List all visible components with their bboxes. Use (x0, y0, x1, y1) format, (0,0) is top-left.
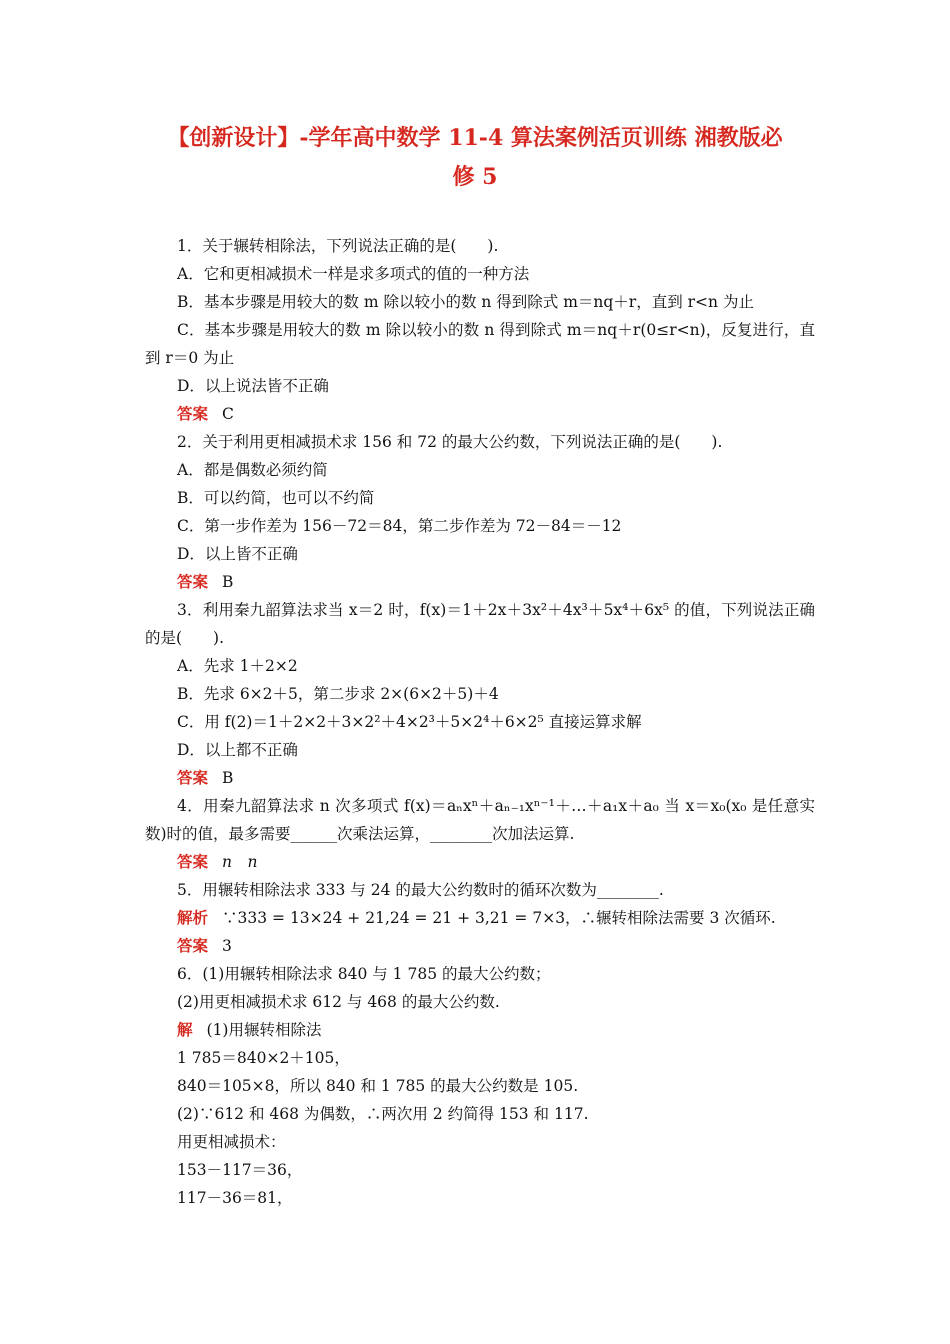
q1-option-d: D．以上说法皆不正确 (177, 377, 329, 395)
document-title-line-1: 【创新设计】-学年高中数学 11-4 算法案例活页训练 湘教版必 (167, 125, 783, 151)
answer-label: 答案 (177, 852, 209, 871)
answer-label: 答案 (177, 936, 209, 955)
q1-answer (145, 400, 815, 428)
q2-stem: 2．关于利用更相减损术求 156 和 72 的最大公约数，下列说法正确的是( ). (177, 433, 723, 451)
q6-solution-line-5: 153－117＝36， (177, 1161, 303, 1179)
answer-label: 答案 (177, 572, 209, 591)
q1-option-c: C．基本步骤是用较大的数 m 除以较小的数 n 得到除式 m＝nq＋r(0≤r<n)，反复进行，直到 r＝0 为止 (145, 321, 815, 367)
q3-option-d: D．以上都不正确 (177, 741, 298, 759)
q1-option-a: A．它和更相减损术一样是求多项式的值的一种方法 (177, 265, 530, 283)
q3-option-b: B．先求 6×2＋5，第二步求 2×(6×2＋5)＋4 (177, 685, 499, 703)
q5-stem: 5．用辗转相除法求 333 与 24 的最大公约数时的循环次数为________. (177, 881, 664, 899)
q2-option-c: C．第一步作差为 156－72＝84，第二步作差为 72－84＝－12 (177, 517, 622, 535)
analysis-label: 解析 (177, 908, 209, 927)
q4-stem: 4．用秦九韶算法求 n 次多项式 f(x)＝aₙxⁿ＋aₙ₋₁xⁿ⁻¹＋…＋a₁x＋a₀ 当 x＝x₀(x₀ 是任意实数)时的值，最多需要______次乘法运算，________次加法运算. (145, 797, 815, 843)
q6-solution-line-1: 1 785＝840×2＋105， (177, 1049, 350, 1067)
q3-answer-value: B (222, 769, 234, 787)
q1-answer-value: C (222, 405, 234, 423)
q6-solution-start (145, 1016, 815, 1044)
q2-answer-value: B (222, 573, 234, 591)
q3-option-c: C．用 f(2)＝1＋2×2＋3×2²＋4×2³＋5×2⁴＋6×2⁵ 直接运算求解 (177, 713, 642, 731)
q6-solution-line-6: 117－36＝81， (177, 1189, 293, 1207)
q1-stem: 1．关于辗转相除法，下列说法正确的是( ). (177, 237, 499, 255)
answer-label: 答案 (177, 404, 209, 423)
solution-label: 解 (177, 1020, 193, 1039)
q5-answer (145, 932, 815, 960)
q5-answer-value: 3 (222, 937, 232, 955)
q6-stem-part-1: 6．(1)用辗转相除法求 840 与 1 785 的最大公约数； (177, 965, 551, 983)
q2-answer (145, 568, 815, 596)
q2-option-d: D．以上皆不正确 (177, 545, 298, 563)
q3-stem: 3．利用秦九韶算法求当 x＝2 时，f(x)＝1＋2x＋3x²＋4x³＋5x⁴＋6x⁵ 的值，下列说法正确的是( ). (145, 601, 815, 647)
q2-option-b: B．可以约简，也可以不约简 (177, 489, 375, 507)
q3-answer (145, 764, 815, 792)
document-title-line-2: 修 5 (452, 164, 498, 190)
q6-solution-line-3: (2)∵612 和 468 为偶数，∴两次用 2 约简得 153 和 117. (177, 1105, 589, 1123)
document-body (145, 232, 815, 1212)
q6-solution-line-2: 840＝105×8，所以 840 和 1 785 的最大公约数是 105. (177, 1077, 579, 1095)
answer-label: 答案 (177, 768, 209, 787)
q4-answer-value: n n (222, 853, 258, 871)
q6-stem-part-2: (2)用更相减损术求 612 与 468 的最大公约数. (177, 993, 500, 1011)
q5-analysis-text: ∵333 = 13×24 + 21,24 = 21 + 3,21 = 7×3，∴辗转相除法需要 3 次循环. (222, 909, 776, 927)
q6-solution-line-4: 用更相减损术： (177, 1133, 286, 1151)
q6-solution-part-1: (1)用辗转相除法 (206, 1021, 322, 1039)
q3-option-a: A．先求 1＋2×2 (177, 657, 298, 675)
q1-option-b: B．基本步骤是用较大的数 m 除以较小的数 n 得到除式 m＝nq＋r，直到 r<n 为止 (177, 293, 754, 311)
q4-answer (145, 848, 815, 876)
q2-option-a: A．都是偶数必须约简 (177, 461, 328, 479)
q5-analysis (145, 904, 815, 932)
